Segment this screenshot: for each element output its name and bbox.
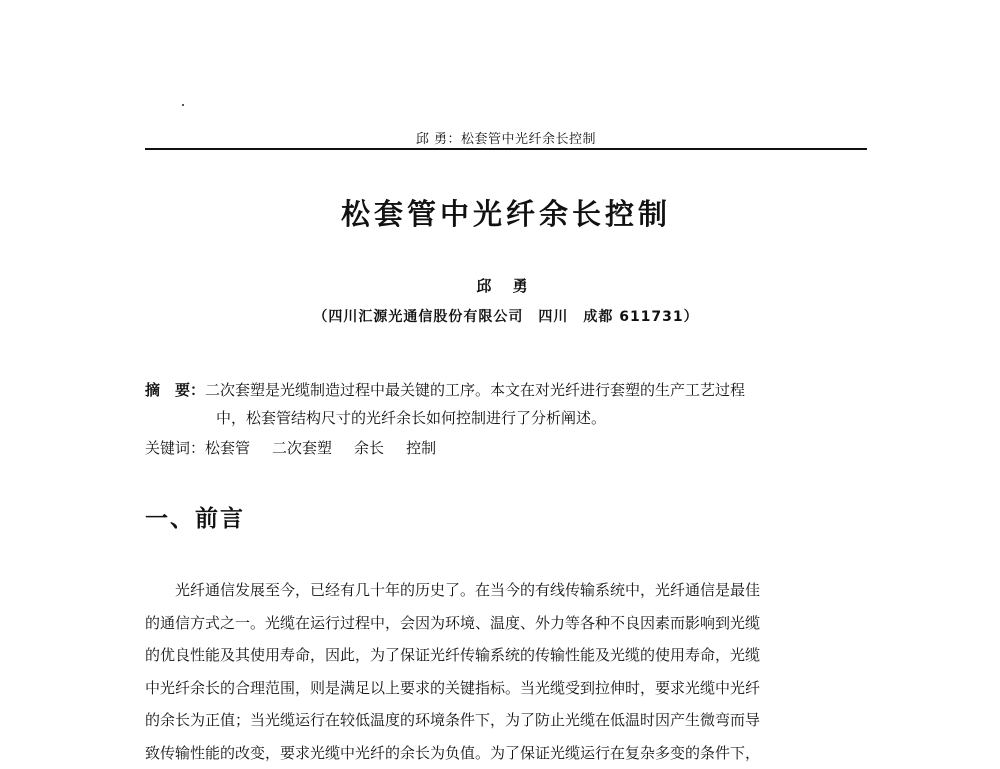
abstract-line-1 [145,376,867,404]
abstract-text-1: 二次套塑是光缆制造过程中最关键的工序。本文在对光纤进行套塑的生产工艺过程 [205,381,745,399]
section-heading: 一、前言 [145,500,245,533]
paragraph-line: 致传输性能的改变，要求光缆中光纤的余长为负值。为了保证光缆运行在复杂多变的条件下， [145,737,867,769]
keyword: 松套管 [205,439,250,457]
header-rule [145,148,867,150]
paper-title: 松套管中光纤余长控制 [145,192,867,233]
running-head: 邱 勇：松套管中光纤余长控制 [145,128,867,147]
author-affiliation: （四川汇源光通信股份有限公司 四川 成都 611731） [145,306,867,326]
paragraph-line: 的优良性能及其使用寿命，因此，为了保证光纤传输系统的传输性能及光缆的使用寿命，光缆 [145,639,867,672]
keywords [145,436,867,460]
abstract-line-2: 中，松套管结构尺寸的光纤余长如何控制进行了分析阐述。 [145,404,867,432]
keywords-label: 关键词： [145,439,205,457]
abstract-label: 摘 要： [145,381,205,399]
paragraph-line: 的通信方式之一。光缆在运行过程中，会因为环境、温度、外力等各种不良因素而影响到光缆 [145,607,867,640]
keyword: 余长 [354,439,384,457]
paragraph-line: 中光纤余长的合理范围，则是满足以上要求的关键指标。当光缆受到拉伸时，要求光缆中光纤 [145,672,867,705]
keyword: 控制 [406,439,436,457]
paragraph-line: 的余长为正值；当光缆运行在较低温度的环境条件下，为了防止光缆在低温时因产生微弯而导 [145,704,867,737]
keyword: 二次套塑 [272,439,332,457]
abstract [145,376,867,432]
author-name: 邱 勇 [145,275,867,296]
paragraph-line: 光纤通信发展至今，已经有几十年的历史了。在当今的有线传输系统中，光纤通信是最佳 [145,574,867,607]
body-paragraph [145,574,867,769]
scan-speck [182,104,184,106]
